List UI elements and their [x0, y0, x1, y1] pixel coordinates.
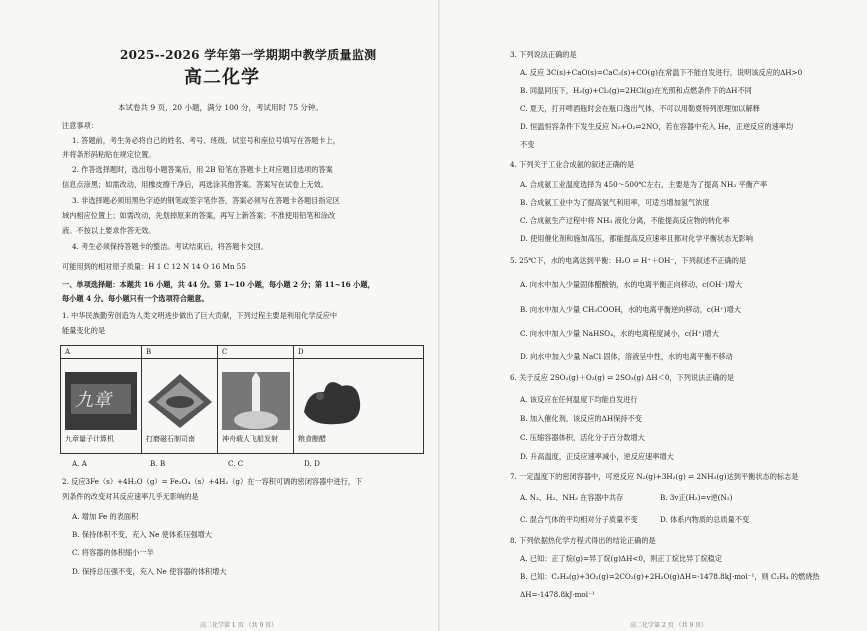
- q2-stem: 列条件的改变对其反应速率几乎无影响的是: [62, 492, 199, 501]
- compass-image: [146, 372, 214, 430]
- q8-option: A. 已知：正丁烷(g)=异丁烷(g)ΔH<0，则正丁烷比异丁烷稳定: [520, 554, 723, 563]
- q1-option-b-cell: [141, 346, 218, 453]
- cell-label: B: [146, 348, 152, 356]
- note-line: 3. 非选择题必须用黑色字迹的钢笔或签字笔作答，答案必须写在答题卡各题目指定区: [72, 196, 340, 205]
- q1-option: C. C: [228, 459, 244, 468]
- q3-option: C. 夏天，打开啤酒瓶时会在瓶口逸出气体，不可以用勒夏特列原理加以解释: [520, 104, 760, 113]
- q6-option: D. 升高温度，正反应速率减小，逆反应速率增大: [520, 452, 674, 461]
- q5-stem: 5. 25℃下，水的电离达到平衡：H₂O ⇌ H⁺＋OH⁻，下列叙述不正确的是: [510, 256, 747, 265]
- cell-caption: 神舟载人飞船发射: [222, 435, 278, 443]
- q7-option: B. 3v正(H₂)=v逆(N₂): [660, 493, 733, 502]
- q8-stem: 8. 下列依据热化学方程式得出的结论正确的是: [510, 536, 656, 545]
- q1-image-table: [60, 345, 424, 454]
- cell-caption: 打磨磁石制司南: [146, 435, 195, 443]
- q1-option-a-cell: [61, 346, 141, 453]
- q3-stem: 3. 下列说法正确的是: [510, 50, 577, 59]
- q4-stem: 4. 下列关于工业合成氨的叙述正确的是: [510, 160, 635, 169]
- q4-option: D. 使用催化剂和施加高压，都能提高反应速率且都对化学平衡状态无影响: [520, 234, 753, 243]
- q8-option: B. 已知：C₂H₄(g)+3O₂(g)=2CO₂(g)+2H₂O(g)ΔH=-1478.8kJ·mol⁻¹，则 C₂H₄ 的燃烧热: [520, 572, 820, 581]
- q1-stem: 1. 中华民族勤劳创造为人类文明进步做出了巨大贡献，下列过程主要是利用化学反应中: [62, 311, 338, 320]
- q3-option: B. 同温同压下，H₂(g)+Cl₂(g)=2HCl(g)在光照和点燃条件下的ΔH不同: [520, 86, 752, 95]
- page-right: [440, 0, 867, 631]
- q1-stem: 能量变化的是: [62, 326, 106, 335]
- q2-option: C. 将容器的体积缩小一半: [72, 548, 154, 557]
- q5-option: D. 向水中加入少量 NaCl 固体，溶液呈中性，水的电离平衡不移动: [520, 352, 733, 361]
- page-footer: 高二化学第 1 页 （共 9 页）: [200, 622, 278, 629]
- note-line: 2. 作答选择题时，选出每小题答案后，用 2B 铅笔在答题卡上对应题目选项的答案: [72, 165, 333, 174]
- cell-label: A: [65, 348, 71, 356]
- svg-text:九章: 九章: [75, 390, 111, 411]
- section-heading: 一、单项选择题：本题共 16 小题，共 44 分。第 1~10 小题，每小题 2 分；第 11~16 小题，: [62, 280, 375, 289]
- note-line: 并将条形码粘贴在规定位置。: [62, 150, 156, 159]
- q7-option: C. 混合气体的平均相对分子质量不变: [520, 515, 638, 524]
- q6-option: A. 该反应在任何温度下均能自发进行: [520, 395, 638, 404]
- note-line: 域内相应位置上；如需改动，先划掉原来的答案，再写上新答案；不准使用铅笔和涂改: [62, 211, 336, 220]
- q5-option: B. 向水中加入少量 CH₃COOH，水的电离平衡逆向移动，c(H⁺)增大: [520, 305, 741, 314]
- exam-info: 本试卷共 9 页，20 小题，满分 100 分，考试用时 75 分钟。: [118, 103, 323, 112]
- q2-stem: 2. 反应3Fe（s）+4H₂O（g）= Fe₃O₄（s）+4H₂（g）在一容积可调的密闭容器中进行，下: [62, 477, 363, 486]
- q4-option: C. 合成氨生产过程中将 NH₃ 液化分离，不能提高反应物的转化率: [520, 216, 730, 225]
- section-heading: 每小题 4 分。每小题只有一个选项符合题意。: [62, 294, 209, 303]
- note-line: 液。不按以上要求作答无效。: [62, 226, 156, 235]
- q6-option: C. 压缩容器体积，活化分子百分数增大: [520, 433, 645, 442]
- page-footer: 高二化学第 2 页 （共 9 页）: [630, 622, 708, 629]
- note-line: 1. 答题前，考生务必将自己的姓名、考号、班级、试室号和座位号填写在答题卡上，: [72, 136, 340, 145]
- q6-stem: 6. 关于反应 2SO₂(g)＋O₂(g) ⇌ 2SO₃(g) ΔH＜0，下列说法正确的是: [510, 373, 735, 382]
- quantum-computer-image: [65, 372, 137, 430]
- cell-label: D: [298, 348, 304, 356]
- q1-option-d-cell: [293, 346, 424, 453]
- cell-caption: 九章量子计算机: [65, 435, 114, 443]
- notes-heading: 注意事项：: [62, 121, 98, 130]
- q7-option: D. 体系内物质的总质量不变: [660, 515, 750, 524]
- q1-option-c-cell: [217, 346, 294, 453]
- subject-title: 高二化学: [184, 67, 260, 88]
- atomic-mass-line: 可能用到的相对原子质量：H 1 C 12 N 14 O 16 Mn 55: [62, 262, 246, 271]
- q5-option: C. 向水中加入少量 NaHSO₄，水的电离程度减小，c(H⁺)增大: [520, 329, 719, 338]
- q1-option: B. B: [150, 459, 166, 468]
- q2-option: A. 增加 Fe 的表面积: [72, 512, 139, 521]
- note-line: 4. 考生必须保持答题卡的整洁。考试结束后，将答题卡交回。: [72, 242, 269, 251]
- q7-stem: 7. 一定温度下的密闭容器中，可逆反应 N₂(g)+3H₂(g) ⇌ 2NH₃(g)达到平衡状态的标志是: [510, 472, 799, 481]
- cell-label: C: [222, 348, 228, 356]
- q4-option: B. 合成氨工业中为了提高氢气利用率，可适当增加氢气浓度: [520, 198, 710, 207]
- q5-option: A. 向水中加入少量固体醋酸钠，水的电离平衡正向移动，c(OH⁻)增大: [520, 280, 743, 289]
- q1-option: D. D: [304, 459, 320, 468]
- q3-option: D. 恒温恒容条件下发生反应 N₂+O₂⇌2NO，若在容器中充入 He，正逆反应的速率均: [520, 122, 794, 131]
- exam-title: 2025--2026 学年第一学期期中教学质量监测: [120, 48, 377, 62]
- vinegar-brewing-image: [298, 372, 368, 430]
- cell-caption: 粮食酿醋: [298, 435, 326, 443]
- q7-option: A. N₂、H₂、NH₃ 在容器中共存: [520, 493, 624, 502]
- note-line: 信息点涂黑；如需改动，用橡皮擦干净后，再选涂其他答案。答案写在试卷上无效。: [62, 180, 328, 189]
- q1-option: A. A: [72, 459, 87, 468]
- q6-option: B. 加入催化剂，该反应的ΔH保持不变: [520, 414, 642, 423]
- q4-option: A. 合成氨工业温度选择为 450～500℃左右，主要是为了提高 NH₃ 平衡产率: [520, 180, 768, 189]
- q2-option: D. 保持总压强不变，充入 Ne 使容器的体积增大: [72, 567, 227, 576]
- q8-option: ΔH=-1478.8kJ·mol⁻¹: [520, 590, 595, 599]
- q3-option: 不变: [520, 140, 535, 149]
- q3-option: A. 反应 3C(s)+CaO(s)=CaC₂(s)+CO(g)在常温下不能自发进行，说明该反应的ΔH>0: [520, 68, 803, 77]
- rocket-launch-image: [222, 372, 290, 430]
- q2-option: B. 保持体积不变，充入 Ne 使体系压强增大: [72, 530, 212, 539]
